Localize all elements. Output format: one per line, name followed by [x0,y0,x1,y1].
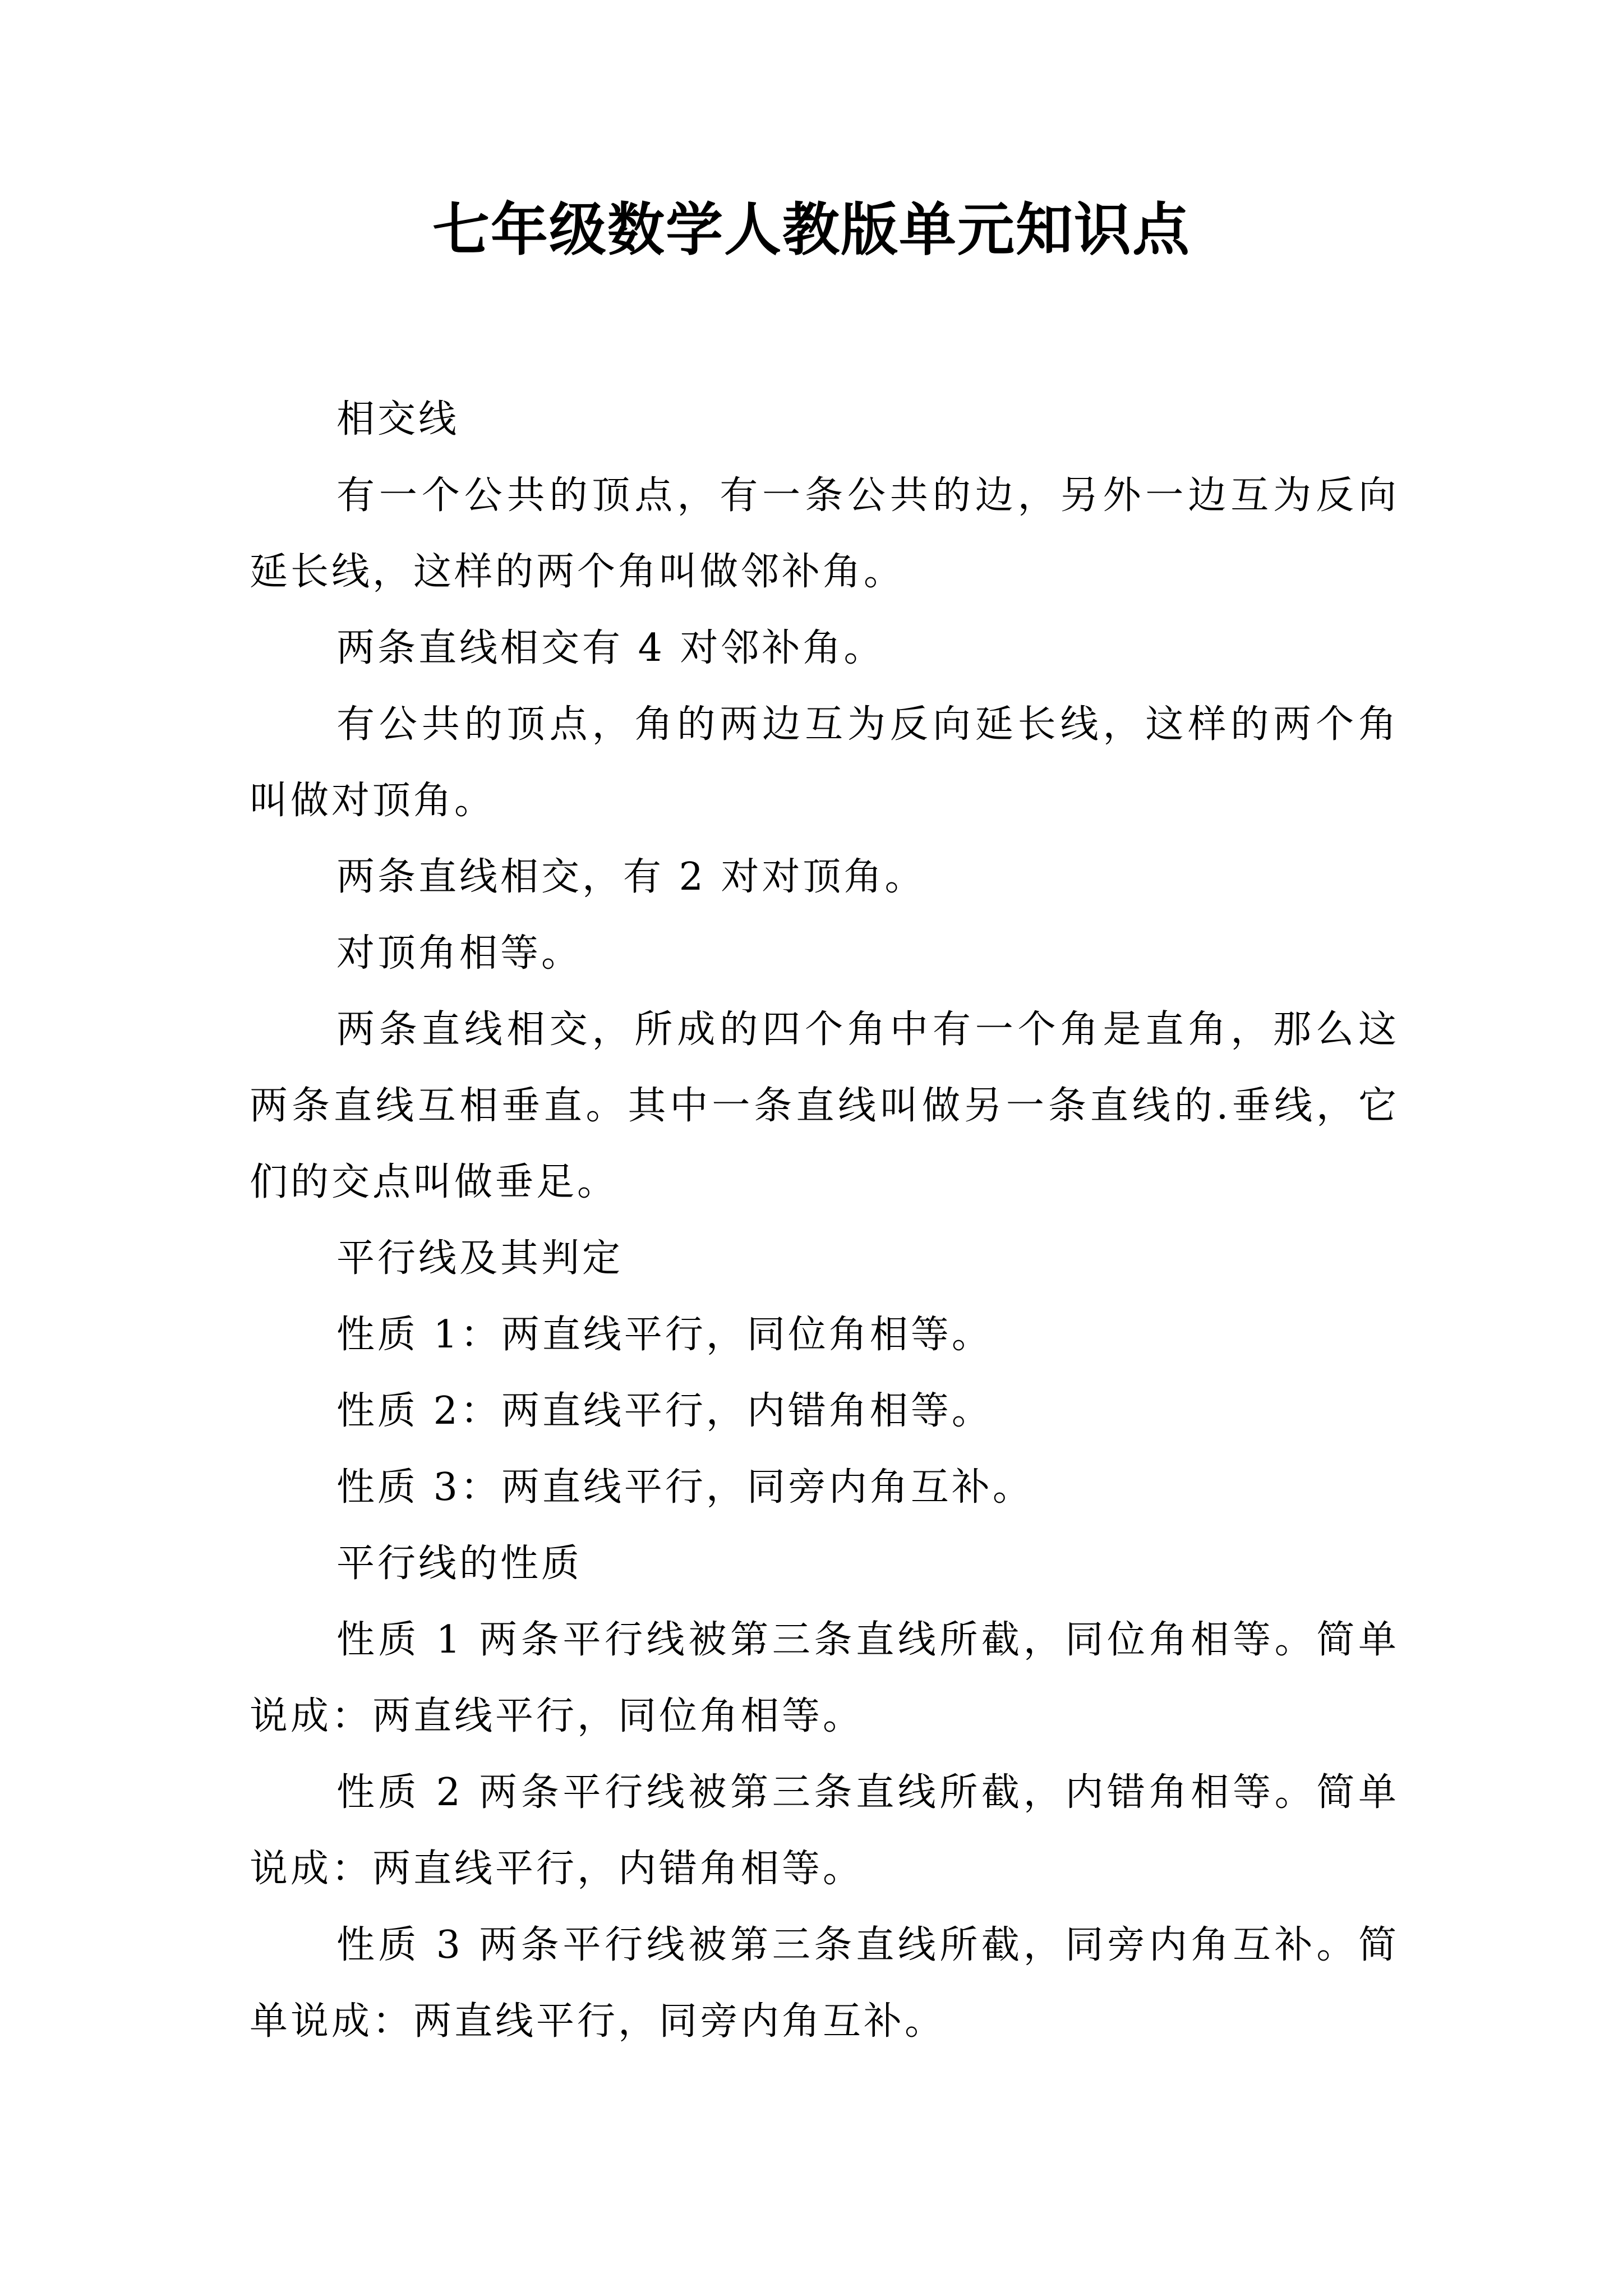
section-heading-intersecting-lines: 相交线 [336,397,460,441]
paragraph: 对顶角相等。 [336,931,583,976]
paragraph: 性质 3 两条平行线被第三条直线所截，同旁内角互补。简单说成：两直线平行，同旁内角互补。 [250,1923,1399,2044]
paragraph: 性质 1：两直线平行，同位角相等。 [336,1313,993,1357]
paragraph: 两条直线相交，所成的四个角中有一个角是直角，那么这两条直线互相垂直。其中一条直线叫做另一条直线的.垂线，它们的交点叫做垂足。 [250,1007,1399,1204]
paragraph: 两条直线相交有 4 对邻补角。 [336,626,885,670]
paragraph: 两条直线相交，有 2 对对顶角。 [336,855,926,899]
paragraph: 性质 2 两条平行线被第三条直线所截，内错角相等。简单说成：两直线平行，内错角相等。 [250,1770,1399,1891]
paragraph: 性质 2：两直线平行，内错角相等。 [336,1389,993,1433]
paragraph: 有公共的顶点，角的两边互为反向延长线，这样的两个角叫做对顶角。 [250,702,1399,823]
paragraph: 有一个公共的顶点，有一条公共的边，另外一边互为反向延长线，这样的两个角叫做邻补角。 [250,473,1399,594]
paragraph: 性质 3：两直线平行，同旁内角互补。 [336,1465,1034,1510]
document-body [250,381,1399,2060]
section-heading-parallel-lines-criteria: 平行线及其判定 [336,1236,624,1281]
section-heading-parallel-lines-properties: 平行线的性质 [336,1542,583,1586]
paragraph: 性质 1 两条平行线被第三条直线所截，同位角相等。简单说成：两直线平行，同位角相等。 [250,1618,1399,1738]
document-title: 七年级数学人教版单元知识点 [432,196,1191,264]
